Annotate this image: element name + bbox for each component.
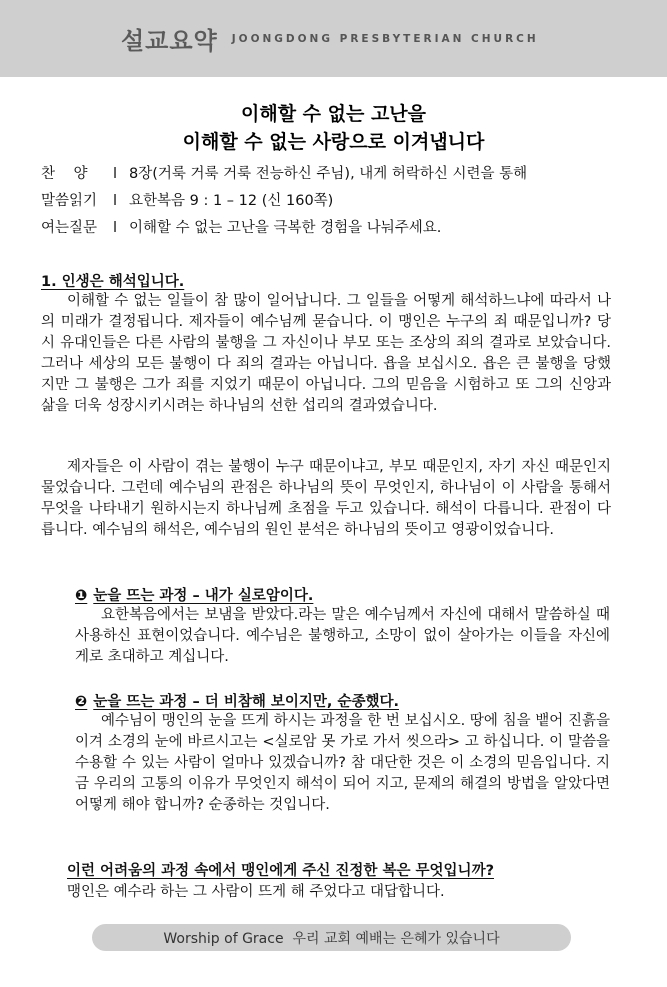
point1-paragraph: 요한복음에서는 보냄을 받았다.라는 말은 예수님께서 자신에 대해서 말씀하실 때 사용하신 표현이었습니다. 예수님은 불행하고, 소망이 없이 살아가는 이들을 자신에게로 초대하고 계십니다. (75, 607, 610, 665)
info-value: 요한복음 9 : 1 – 12 (신 160쪽) (129, 193, 334, 209)
header-title: 설교요약 (121, 27, 218, 55)
info-value: 8장(거룩 거룩 거룩 전능하신 주님), 내게 허락하신 시련을 통해 (129, 166, 528, 182)
info-value: 이해할 수 없는 고난을 극복한 경험을 나눠주세요. (129, 220, 442, 236)
point2-heading-text: 눈을 뜨는 과정 – 더 비참해 보이지만, 순종했다. (93, 694, 400, 710)
header-bar (0, 0, 667, 77)
church-name: JOONGDONG PRESBYTERIAN CHURCH (231, 32, 539, 45)
footer-text: Worship of Grace 우리 교회 예배는 은혜가 있습니다 (163, 930, 500, 947)
closing-answer: 맹인은 예수라 하는 그 사람이 뜨게 해 주었다고 대답합니다. (67, 884, 445, 900)
info-label: 여는질문 (41, 220, 98, 236)
point2-heading (75, 690, 399, 711)
info-label: 찬 양 (41, 166, 88, 182)
info-row-hymn (41, 162, 527, 183)
section1-paragraph2: 제자들은 이 사람이 겪는 불행이 누구 때문이냐고, 부모 때문인지, 자기 자신 때문인지 물었습니다. 그런데 예수님의 관점은 하나님의 뜻이 무엇인지, 하나님이 이 사람을 통해서 무엇을 나타내기 원하시는지 하나님께 초점을 두고 있습니다. 해석이 다릅니다. 관점이 다릅니다. 예수님의 해석은, 예수님의 원인 분석은 하나님의 뜻이고 영광이었습니다. (41, 459, 611, 538)
info-label: 말씀읽기 (41, 193, 98, 209)
section1-heading: 1. 인생은 해석입니다. (41, 274, 185, 290)
sermon-title-line2: 이해할 수 없는 사랑으로 이겨냅니다 (182, 131, 485, 153)
footer-banner (92, 924, 571, 951)
point2-paragraph: 예수님이 맹인의 눈을 뜨게 하시는 과정을 한 번 보십시오. 땅에 침을 뱉어 진흙을 이겨 소경의 눈에 바르시고는 <실로암 못 가로 가서 씻으라> 고 하십니다. 이 말씀을 수용할 수 있는 사람이 얼마나 있겠습니까? 참 대단한 것은 이 소경의 믿음입니다. 지금 우리의 고통의 이유가 무엇인지 해석이 되어 지고, 문제의 해결의 방법을 알았다면 어떻게 해야 합니까? 순종하는 것입니다. (75, 713, 610, 813)
info-separator: l (113, 193, 118, 209)
circled-number-two-icon: ❷ (75, 694, 88, 710)
info-row-scripture (41, 189, 333, 210)
info-separator: l (113, 220, 118, 236)
circled-number-one-icon: ❶ (75, 588, 88, 604)
point1-heading-text: 눈을 뜨는 과정 – 내가 실로암이다. (93, 588, 314, 604)
sermon-title-line1: 이해할 수 없는 고난을 (240, 103, 427, 125)
closing-question: 이런 어려움의 과정 속에서 맹인에게 주신 진정한 복은 무엇입니까? (67, 863, 494, 879)
info-row-question (41, 216, 441, 237)
section1-paragraph1: 이해할 수 없는 일들이 참 많이 일어납니다. 그 일들을 어떻게 해석하느냐에 따라서 나의 미래가 결정됩니다. 제자들이 예수님께 묻습니다. 이 맹인은 누구의 죄 때문입니까? 당시 유대인들은 다른 사람의 불행을 그 자신이나 부모 또는 조상의 죄의 결과로 보았습니다. 그러나 세상의 모든 불행이 다 죄의 결과는 아닙니다. 욥을 보십시오. 욥은 큰 불행을 당했지만 그 불행은 그가 죄를 지었기 때문이 아닙니다. 그의 믿음을 시험하고 또 그의 신앙과 삶을 더욱 성장시키시려는 하나님의 선한 섭리의 결과였습니다. (41, 293, 611, 414)
info-separator: l (113, 166, 118, 182)
point1-heading (75, 584, 313, 605)
